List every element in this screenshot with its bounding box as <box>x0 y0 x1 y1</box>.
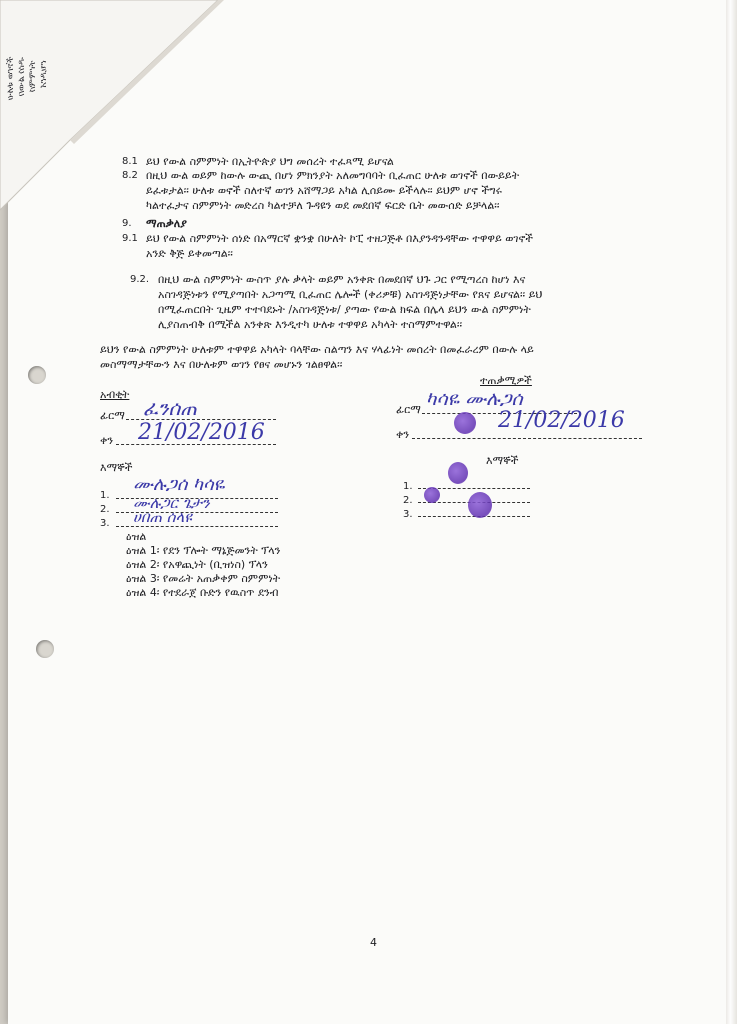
clause-text: ይፈቱታል፡፡ ሁለቱ ወኖች ስለተኛ ወገን አሸማጋይ አካል ሊሰይሙ ይችላሉ፡፡ ይህም ሆኖ ችግሩ <box>146 184 502 197</box>
witness-number: 3. <box>403 509 413 520</box>
left-witnesses-heading: እማኞች <box>100 461 133 474</box>
punch-hole-top <box>28 366 46 384</box>
left-signature: ፈንሰጠ <box>143 396 197 420</box>
thumbprint-stamp <box>424 487 440 503</box>
clause-text: አስገዳጅነቱን የሚያጣበት አጋጣሚ ቢፈጠር ሌሎች (ቀሪዎቹ) አስገዳጅነታቸው የጸና ይሆናል፡፡ ይህ <box>158 288 543 301</box>
clause-text: በሚፈጠርበት ጊዜም ተተባደኑት /አስገዳጅነቱ/ ያጣው የውል ክፍል በሌላ ይህን ውል ስምምነት <box>158 303 531 316</box>
witness-number: 3. <box>100 518 110 529</box>
attachments-heading: ዕዝል <box>126 530 147 543</box>
right-sign-label: ፊርማ <box>396 403 421 416</box>
witness-line <box>116 526 278 527</box>
clause-number: 8.1 <box>122 156 138 167</box>
left-date: 21/02/2016 <box>138 420 265 445</box>
left-date-label: ቀን <box>100 434 114 447</box>
clause-text: ካልተፈታና ስምምነት መድረስ ካልተቻለ ጉዳዩን ወደ መደበኛ ፍርድ ቤት መውሰድ ይቻላል፡፡ <box>146 199 500 212</box>
date-line <box>412 438 642 439</box>
folded-corner-text: ሁለቱ ወገኖች በውል ሰነዱ ስምምነት እንዲሆን <box>6 54 49 102</box>
attachment-item: ዕዝል 4፡ የተደራጀ ቡድን የዉስጥ ደንብ <box>126 586 279 599</box>
witness-number: 1. <box>403 481 413 492</box>
clause-text: በዚህ ውል ስምምነት ውስጥ ያሉ ቃላት ወይም አንቀጽ በመደበኛ ህጉ ጋር የሚጣረስ ከሆነ እና <box>158 273 526 286</box>
attachment-item: ዕዝል 1፡ የደን ፕሎት ማኔጅመንት ፕላን <box>126 544 281 557</box>
left-sign-label: ፊርማ <box>100 409 125 422</box>
thumbprint-stamp <box>468 492 492 518</box>
page-number: 4 <box>370 936 377 949</box>
punch-hole-bottom <box>36 640 54 658</box>
folded-page-corner <box>0 0 737 220</box>
clause-text: ይህ የውል ስምምነት በኢትዮጵያ ህግ መሰረት ተፈጻሚ ይሆናል <box>146 155 394 168</box>
thumbprint-stamp <box>448 462 468 484</box>
right-witnesses-heading: እማኞች <box>486 454 519 467</box>
witness-name: ሙሉጋሰ ካሳዬ <box>133 474 225 495</box>
right-date: 21/02/2016 <box>498 408 625 433</box>
witness-name: ሀበጠ ሰላዩ <box>133 508 192 526</box>
thumbprint-stamp <box>454 412 476 434</box>
attachment-item: ዕዝል 3፡ የመሬት አጠቃቀም ስምምነት <box>126 572 281 585</box>
right-party-heading: ተጠቃሚዎች <box>480 374 532 387</box>
clause-number: 9.2. <box>130 274 150 285</box>
section-number: 9. <box>122 218 132 229</box>
left-party-heading: አብቂት <box>100 388 130 401</box>
right-signature: ካሳዬ ሙሉጋሰ <box>426 388 523 410</box>
closing-line-2: መስማማታቸውን እና በሁለቱም ወገን የፀና መሆኑን ገልፀዋል፡፡ <box>100 358 343 371</box>
clause-number: 8.2 <box>122 170 138 181</box>
closing-line-1: ይህን የውል ስምምነት ሁለቱም ተዋዋይ አካላት ባላቸው ስልጣን እና ሃላፊነት መሰረት በመፈራረም በውሉ ላይ <box>100 343 534 356</box>
witness-name: ሙሉጋር ጌታን <box>133 494 210 512</box>
witness-number: 2. <box>403 495 413 506</box>
clause-text: አንድ ቅጅ ይቀመጣል፡፡ <box>146 247 233 260</box>
clause-text: በዚህ ውል ወይም ከውሉ ውጪ በሆነ ምክንያት አለመግባባት ቢፈጠር ሁለቱ ወገኖች በውይይት <box>146 169 520 182</box>
right-date-label: ቀን <box>396 428 410 441</box>
witness-number: 2. <box>100 504 110 515</box>
section-title: ማጠቃለያ <box>146 217 187 230</box>
clause-text: ይህ የውል ስምምነት ሰነድ በአማርኛ ቋንቋ በሁለት ኮፒ ተዘጋጅቶ በእያንዳንዳቸው ተዋዋይ ወገኖች <box>146 232 534 245</box>
witness-number: 1. <box>100 490 110 501</box>
clause-number: 9.1 <box>122 233 138 244</box>
clause-text: ሊያስጠብቅ በሚችል አንቀጽ እንዲተካ ሁለቱ ተዋዋይ አካላት ተስማምተዋል፡፡ <box>158 318 463 331</box>
attachment-item: ዕዝል 2፡ የአዋጪነት (ቢዝነስ) ፕላን <box>126 558 268 571</box>
